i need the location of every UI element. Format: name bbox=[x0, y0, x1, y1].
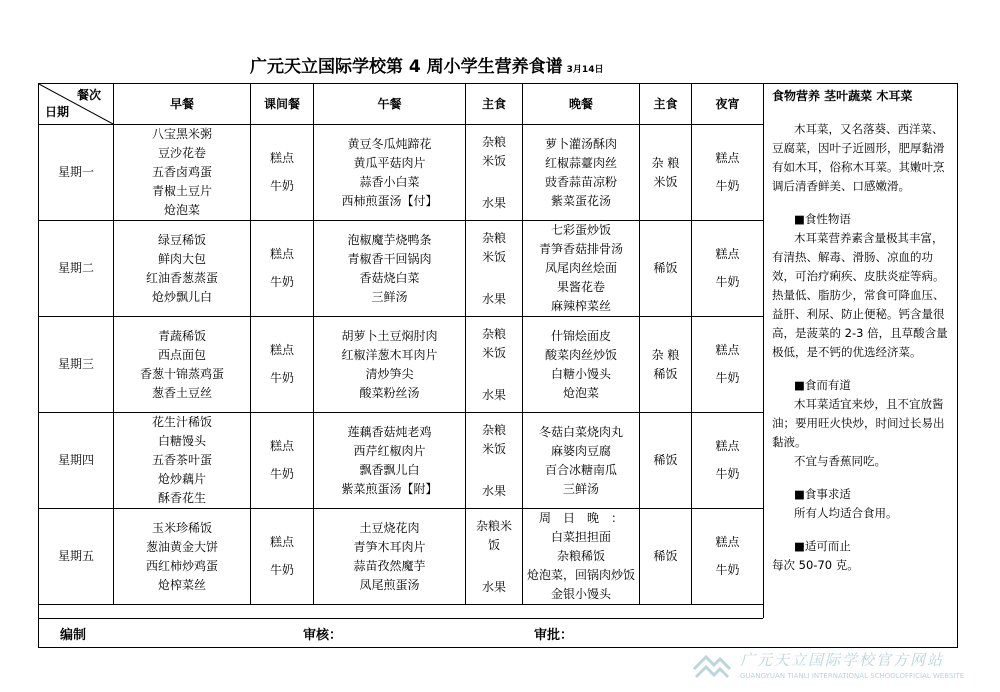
breakfast-item: 豆沙花卷 bbox=[157, 146, 206, 160]
dinner-item: 什锦烩面皮 bbox=[550, 328, 611, 343]
lunch-item: 飘香飘儿白 bbox=[359, 462, 420, 477]
staple-cell bbox=[466, 125, 523, 221]
dinner-item: 百合冰糖南瓜 bbox=[544, 462, 617, 477]
breakfast-item: 青蔬稀饭 bbox=[157, 328, 206, 343]
col-dinner: 晚餐 bbox=[523, 84, 640, 125]
night-item: 糕点 bbox=[715, 151, 740, 165]
staple-item: 米饭 bbox=[481, 249, 506, 264]
nutrition-heading-2: ■食而有道 bbox=[794, 378, 851, 392]
nutrition-title: 食物营养 茎叶蔬菜 木耳菜 bbox=[772, 89, 913, 103]
snack-list bbox=[251, 145, 313, 201]
dinner-cell bbox=[523, 221, 640, 317]
staple-top bbox=[466, 229, 522, 267]
night-list bbox=[692, 433, 763, 489]
dinner-item: 杂粮稀饭 bbox=[556, 549, 605, 563]
dinner-item: 炝泡菜 bbox=[562, 385, 599, 400]
breakfast-item: 青椒土豆片 bbox=[151, 184, 212, 198]
dinner-item: 豉香蒜苗凉粉 bbox=[544, 174, 617, 189]
staple-fruit: 水果 bbox=[481, 579, 506, 594]
lunch-item: 西芹红椒肉片 bbox=[353, 443, 426, 458]
breakfast-cell bbox=[114, 317, 251, 413]
corner-cell bbox=[39, 84, 114, 125]
dinner-item: 三鲜汤 bbox=[562, 481, 599, 496]
night-list bbox=[692, 529, 763, 585]
staple-item: 米饭 bbox=[481, 345, 506, 360]
snack-item: 糕点 bbox=[269, 151, 294, 165]
lunch-item: 紫菜煎蛋汤【附】 bbox=[341, 481, 438, 496]
snack-item: 糕点 bbox=[269, 343, 294, 357]
breakfast-item: 香葱十锦蒸鸡蛋 bbox=[139, 366, 224, 381]
lunch-item: 红椒洋葱木耳肉片 bbox=[341, 347, 438, 362]
dinner-item: 炝泡菜，回锅肉炒饭 bbox=[526, 568, 635, 582]
dinner-item: 冬菇白菜烧肉丸 bbox=[538, 424, 623, 439]
snack-item: 糕点 bbox=[269, 439, 294, 453]
lunch-item: 西柿煎蛋汤【付】 bbox=[341, 193, 438, 208]
nutrition-intro: 木耳菜，又名落葵、西洋菜、豆腐菜，因叶子近圆形，肥厚黏滑有如木耳，俗称木耳菜。其嫩叶烹调后清香鲜美、口感嫩滑。 bbox=[772, 122, 945, 193]
lunch-item: 清炒笋尖 bbox=[365, 366, 414, 381]
snack-item: 糕点 bbox=[269, 247, 294, 261]
dinner-item: 麻婆肉豆腐 bbox=[550, 443, 611, 458]
page-title bbox=[250, 52, 750, 76]
signature-row bbox=[38, 618, 763, 648]
day-name: 星期五 bbox=[39, 509, 114, 605]
staple2-item: 稀饭 bbox=[653, 549, 678, 563]
staple2-cell bbox=[640, 413, 692, 509]
staple2-cell bbox=[640, 221, 692, 317]
staple-top bbox=[466, 325, 522, 363]
snack-list bbox=[251, 241, 313, 297]
night-cell bbox=[692, 509, 764, 605]
staple-list bbox=[466, 133, 522, 213]
approve-label: 审批： bbox=[534, 628, 574, 643]
day-row bbox=[39, 125, 764, 221]
staple2-item: 杂 粮 bbox=[651, 155, 680, 170]
staple-list bbox=[466, 325, 522, 405]
col-staple2: 主食 bbox=[640, 84, 692, 125]
breakfast-cell bbox=[114, 509, 251, 605]
snack-item: 牛奶 bbox=[269, 563, 294, 577]
day-row bbox=[39, 509, 764, 605]
staple-item: 饭 bbox=[487, 537, 500, 552]
dinner-item: 麻辣榨菜丝 bbox=[550, 299, 611, 313]
staple-top bbox=[466, 517, 522, 555]
nutrition-text-3: 所有人均适合食用。 bbox=[794, 506, 898, 520]
corner-date: 日期 bbox=[45, 105, 70, 119]
staple2-item: 稀饭 bbox=[653, 261, 678, 275]
nutrition-text-1: 木耳菜营养素含量极其丰富，有清热、解毒、滑肠、凉血的功效，可治疗痢疾、皮肤炎症等病。热量低、脂肪少，常食可降血压、益肝、利尿、防止便秘。钙含量很高，是菠菜的 2-3 倍，且草酸含量极低，是不钙的优选经济菜。 bbox=[772, 231, 948, 359]
lunch-item: 土豆烧花肉 bbox=[359, 520, 420, 535]
snack-cell bbox=[251, 125, 314, 221]
breakfast-item: 炝炒藕片 bbox=[157, 472, 206, 486]
day-row bbox=[39, 317, 764, 413]
night-item: 糕点 bbox=[715, 439, 740, 453]
breakfast-item: 绿豆稀饭 bbox=[157, 232, 206, 247]
lunch-item: 凤尾煎蛋汤 bbox=[359, 577, 420, 592]
day-name: 星期一 bbox=[39, 125, 114, 221]
night-cell bbox=[692, 125, 764, 221]
snack-item: 牛奶 bbox=[269, 467, 294, 481]
school-logo-icon bbox=[692, 649, 732, 683]
lunch-cell bbox=[314, 509, 466, 605]
watermark bbox=[690, 647, 995, 687]
dinner-item: 白菜担担面 bbox=[550, 530, 611, 544]
breakfast-item: 玉米珍稀饭 bbox=[151, 520, 212, 535]
breakfast-item: 花生汁稀饭 bbox=[151, 415, 212, 429]
staple-item: 杂粮 bbox=[481, 326, 506, 341]
dinner-item: 酸菜肉丝炒饭 bbox=[544, 347, 617, 362]
staple2-item: 稀饭 bbox=[653, 453, 678, 467]
nutrition-heading-3: ■食事求适 bbox=[794, 487, 851, 501]
breakfast-item: 白糖馒头 bbox=[157, 434, 206, 448]
breakfast-item: 葱油黄金大饼 bbox=[145, 539, 218, 554]
breakfast-item: 西红柿炒鸡蛋 bbox=[145, 558, 218, 573]
breakfast-item: 红油香葱蒸蛋 bbox=[145, 270, 218, 285]
night-item: 糕点 bbox=[715, 343, 740, 357]
breakfast-cell bbox=[114, 413, 251, 509]
review-label: 审核： bbox=[303, 628, 343, 643]
lunch-item: 酸菜粉丝汤 bbox=[359, 385, 420, 400]
nutrition-panel bbox=[763, 83, 958, 618]
day-row bbox=[39, 413, 764, 509]
night-list bbox=[692, 337, 763, 393]
snack-item: 糕点 bbox=[269, 535, 294, 549]
editor-label: 编制 bbox=[60, 628, 87, 643]
lunch-item: 蒜香小白菜 bbox=[359, 174, 420, 189]
breakfast-cell bbox=[114, 221, 251, 317]
watermark-en: GUANGYUAN TIANLI INTERNATIONAL SCHOOLOFFICIAL WEBSITE bbox=[740, 672, 965, 680]
snack-cell bbox=[251, 317, 314, 413]
night-item: 牛奶 bbox=[715, 563, 740, 577]
staple-fruit: 水果 bbox=[481, 387, 506, 402]
snack-item: 牛奶 bbox=[269, 179, 294, 193]
lunch-item: 莲藕香菇炖老鸡 bbox=[347, 424, 432, 439]
lunch-cell bbox=[314, 125, 466, 221]
lunch-item: 香菇烧白菜 bbox=[359, 270, 420, 285]
lunch-item: 青椒香干回锅肉 bbox=[347, 251, 432, 266]
lunch-item: 三鲜汤 bbox=[371, 289, 408, 304]
staple-list bbox=[466, 421, 522, 501]
breakfast-item: 五香茶叶蛋 bbox=[151, 453, 212, 467]
col-breakfast: 早餐 bbox=[114, 84, 251, 125]
dinner-cell bbox=[523, 125, 640, 221]
dinner-item: 七彩蛋炒饭 bbox=[550, 223, 611, 237]
breakfast-item: 炝炒飘儿白 bbox=[151, 289, 212, 304]
staple-item: 杂粮 bbox=[481, 230, 506, 245]
staple-top bbox=[466, 133, 522, 171]
header-row bbox=[39, 84, 764, 125]
staple-list bbox=[466, 229, 522, 309]
staple2-item: 杂 粮 bbox=[651, 347, 680, 362]
staple2-cell bbox=[640, 125, 692, 221]
breakfast-item: 五香卤鸡蛋 bbox=[151, 165, 212, 179]
nutrition-text-2: 木耳菜适宜来炒，且不宜放酱油；要用旺火快炒，时间过长易出黏液。 bbox=[772, 397, 945, 449]
night-item: 糕点 bbox=[715, 247, 740, 261]
staple-cell bbox=[466, 317, 523, 413]
dinner-item: 金银小馒头 bbox=[550, 587, 611, 601]
col-snack: 课间餐 bbox=[251, 84, 314, 125]
snack-item: 牛奶 bbox=[269, 275, 294, 289]
night-item: 牛奶 bbox=[715, 275, 740, 289]
nutrition-text-2b: 不宜与香蕉同吃。 bbox=[794, 454, 886, 468]
snack-item: 牛奶 bbox=[269, 371, 294, 385]
dinner-item: 果酱花卷 bbox=[556, 280, 605, 294]
snack-list bbox=[251, 433, 313, 489]
nutrition-heading-1: ■食性物语 bbox=[794, 212, 851, 226]
breakfast-item: 炝榨菜丝 bbox=[157, 577, 206, 592]
breakfast-item: 八宝黑米粥 bbox=[151, 127, 212, 141]
dinner-cell bbox=[523, 317, 640, 413]
col-lunch: 午餐 bbox=[314, 84, 466, 125]
breakfast-item: 鲜肉大包 bbox=[157, 251, 206, 266]
breakfast-item: 葱香土豆丝 bbox=[151, 385, 212, 400]
staple-fruit: 水果 bbox=[481, 291, 506, 306]
day-name: 星期三 bbox=[39, 317, 114, 413]
staple-cell bbox=[466, 221, 523, 317]
staple2-cell bbox=[640, 317, 692, 413]
night-cell bbox=[692, 221, 764, 317]
night-item: 牛奶 bbox=[715, 371, 740, 385]
dinner-item: 红椒蒜薹肉丝 bbox=[544, 155, 617, 170]
lunch-cell bbox=[314, 413, 466, 509]
staple-item: 杂粮 bbox=[481, 422, 506, 437]
lunch-cell bbox=[314, 317, 466, 413]
dinner-item: 紫菜蛋花汤 bbox=[550, 193, 611, 208]
dinner-item: 萝卜灌汤酥肉 bbox=[544, 136, 617, 151]
dinner-cell bbox=[523, 509, 640, 605]
lunch-item: 青笋木耳肉片 bbox=[353, 539, 426, 554]
snack-cell bbox=[251, 509, 314, 605]
lunch-item: 蒜苗孜然魔芋 bbox=[353, 558, 426, 573]
night-item: 牛奶 bbox=[715, 467, 740, 481]
day-name: 星期四 bbox=[39, 413, 114, 509]
staple2-item: 稀饭 bbox=[653, 366, 678, 381]
lunch-item: 黄瓜平菇肉片 bbox=[353, 155, 426, 170]
night-list bbox=[692, 145, 763, 201]
dinner-item: 青笋香菇排骨汤 bbox=[538, 242, 623, 256]
lunch-item: 黄豆冬瓜炖蹄花 bbox=[347, 136, 432, 151]
staple-fruit: 水果 bbox=[481, 195, 506, 210]
watermark-cn: 广元天立国际学校官方网站 bbox=[740, 651, 945, 669]
night-item: 牛奶 bbox=[715, 179, 740, 193]
staple-top bbox=[466, 421, 522, 459]
breakfast-cell bbox=[114, 125, 251, 221]
snack-cell bbox=[251, 221, 314, 317]
staple-item: 杂粮米 bbox=[475, 518, 512, 533]
day-row bbox=[39, 221, 764, 317]
col-night: 夜宵 bbox=[692, 84, 764, 125]
night-list bbox=[692, 241, 763, 297]
breakfast-item: 西点面包 bbox=[157, 347, 206, 362]
staple-item: 杂粮 bbox=[481, 134, 506, 149]
col-staple: 主食 bbox=[466, 84, 523, 125]
staple2-item: 米饭 bbox=[653, 174, 678, 189]
night-item: 糕点 bbox=[715, 535, 740, 549]
dinner-cell bbox=[523, 413, 640, 509]
menu-table bbox=[38, 83, 764, 605]
lunch-cell bbox=[314, 221, 466, 317]
breakfast-item: 炝泡菜 bbox=[163, 203, 200, 217]
lunch-item: 胡萝卜土豆焖肘肉 bbox=[341, 328, 438, 343]
staple-fruit: 水果 bbox=[481, 483, 506, 498]
nutrition-text-4: 每次 50-70 克。 bbox=[772, 558, 859, 572]
staple2-cell bbox=[640, 509, 692, 605]
title-date: 3月14日 bbox=[566, 65, 604, 75]
snack-cell bbox=[251, 413, 314, 509]
dinner-item: 白糖小馒头 bbox=[550, 366, 611, 381]
staple-item: 米饭 bbox=[481, 153, 506, 168]
night-cell bbox=[692, 413, 764, 509]
day-name: 星期二 bbox=[39, 221, 114, 317]
title-text: 广元天立国际学校第 4 周小学生营养食谱 bbox=[250, 57, 563, 77]
snack-list bbox=[251, 529, 313, 585]
staple-cell bbox=[466, 509, 523, 605]
staple-list bbox=[466, 517, 522, 597]
snack-list bbox=[251, 337, 313, 393]
dinner-item: 凤尾肉丝烩面 bbox=[544, 261, 617, 275]
staple-item: 米饭 bbox=[481, 441, 506, 456]
corner-meal: 餐次 bbox=[76, 88, 101, 102]
staple-cell bbox=[466, 413, 523, 509]
nutrition-heading-4: ■适可而止 bbox=[794, 539, 851, 553]
lunch-item: 泡椒魔芋烧鸭条 bbox=[347, 232, 432, 247]
breakfast-item: 酥香花生 bbox=[157, 491, 206, 505]
night-cell bbox=[692, 317, 764, 413]
dinner-item: 周 日 晚 ： bbox=[538, 511, 623, 525]
